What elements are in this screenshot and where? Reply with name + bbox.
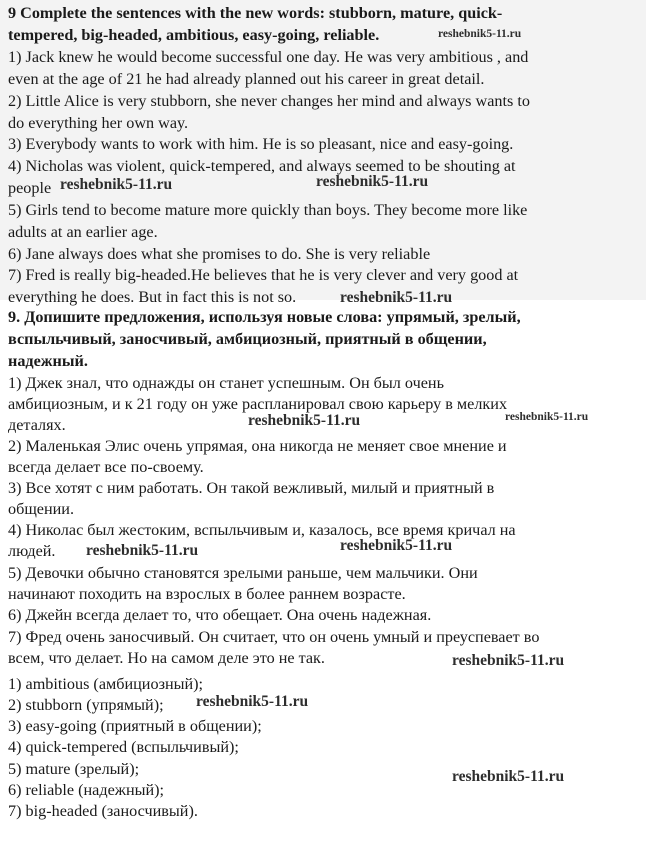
sentence-line: начинают походить на взрослых в более раннем возрасте.: [8, 585, 406, 603]
watermark: reshebnik5-11.ru: [452, 768, 565, 785]
sentence-line: 3) Everybody wants to work with him. He is so pleasant, nice and easy-going.: [8, 135, 514, 153]
sentence-line: people: [8, 179, 52, 197]
sentence-line: everything he does. But in fact this is not so.: [8, 288, 297, 306]
sentence-line: 4) Nicholas was violent, quick-tempered, and always seemed to be shouting at: [8, 157, 516, 175]
sentence-line: 2) Маленькая Элис очень упрямая, она никогда не меняет свое мнение и: [8, 437, 507, 455]
answer-item: 5) mature (зрелый);: [8, 760, 140, 778]
exercise-heading: вспыльчивый, заносчивый, амбициозный, приятный в общении,: [8, 330, 487, 348]
exercise-heading: надежный.: [8, 352, 88, 370]
answer-item: 4) quick-tempered (вспыльчивый);: [8, 738, 239, 756]
answer-item: 3) easy-going (приятный в общении);: [8, 717, 262, 735]
sentence-line: людей.: [8, 542, 56, 560]
sentence-line: общении.: [8, 500, 75, 518]
sentence-line: 7) Fred is really big-headed.He believes that he is very clever and very good at: [8, 266, 519, 284]
sentence-line: 4) Николас был жестоким, вспыльчивым и, казалось, все время кричал на: [8, 521, 516, 539]
answer-item: 6) reliable (надежный);: [8, 781, 165, 799]
sentence-line: even at the age of 21 he had already planned out his career in great detail.: [8, 70, 485, 88]
sentence-line: 5) Girls tend to become mature more quickly than boys. They become more like: [8, 201, 528, 219]
sentence-line: всем, что делает. Но на самом деле это не так.: [8, 649, 325, 667]
sentence-line: do everything her own way.: [8, 114, 189, 132]
sentence-line: 3) Все хотят с ним работать. Он такой вежливый, милый и приятный в: [8, 479, 495, 497]
watermark: reshebnik5-11.ru: [340, 537, 453, 554]
exercise-heading: tempered, big-headed, ambitious, easy-going, reliable.: [8, 26, 380, 44]
exercise-heading: 9. Допишите предложения, используя новые слова: упрямый, зрелый,: [8, 308, 521, 326]
watermark: reshebnik5-11.ru: [86, 542, 199, 559]
sentence-line: амбициозным, и к 21 году он уже распланировал свою карьеру в мелких: [8, 395, 508, 413]
sentence-line: 6) Джейн всегда делает то, что обещает. Она очень надежная.: [8, 606, 432, 624]
watermark: reshebnik5-11.ru: [316, 173, 429, 190]
watermark: reshebnik5-11.ru: [505, 411, 589, 423]
sentence-line: 1) Джек знал, что однажды он станет успешным. Он был очень: [8, 374, 444, 392]
sentence-line: adults at an earlier age.: [8, 223, 158, 241]
watermark: reshebnik5-11.ru: [340, 289, 453, 306]
watermark: reshebnik5-11.ru: [438, 28, 522, 40]
answer-item: 2) stubborn (упрямый);: [8, 696, 164, 714]
sentence-line: 5) Девочки обычно становятся зрелыми раньше, чем мальчики. Они: [8, 564, 478, 582]
answer-item: 7) big-headed (заносчивый).: [8, 802, 198, 820]
sentence-line: 1) Jack knew he would become successful one day. He was very ambitious , and: [8, 48, 529, 66]
sentence-line: всегда делает все по-своему.: [8, 458, 204, 476]
watermark: reshebnik5-11.ru: [248, 412, 361, 429]
exercise-heading: 9 Complete the sentences with the new words: stubborn, mature, quick-: [8, 4, 503, 22]
watermark: reshebnik5-11.ru: [452, 652, 565, 669]
sentence-line: деталях.: [8, 416, 66, 434]
english-exercise-section: [0, 0, 646, 306]
answer-item: 1) ambitious (амбициозный);: [8, 675, 204, 693]
sentence-line: 7) Фред очень заносчивый. Он считает, что он очень умный и преуспевает во: [8, 628, 540, 646]
watermark: reshebnik5-11.ru: [60, 176, 173, 193]
sentence-line: 6) Jane always does what she promises to do. She is very reliable: [8, 245, 431, 263]
sentence-line: 2) Little Alice is very stubborn, she never changes her mind and always wants to: [8, 92, 530, 110]
watermark: reshebnik5-11.ru: [196, 693, 309, 710]
